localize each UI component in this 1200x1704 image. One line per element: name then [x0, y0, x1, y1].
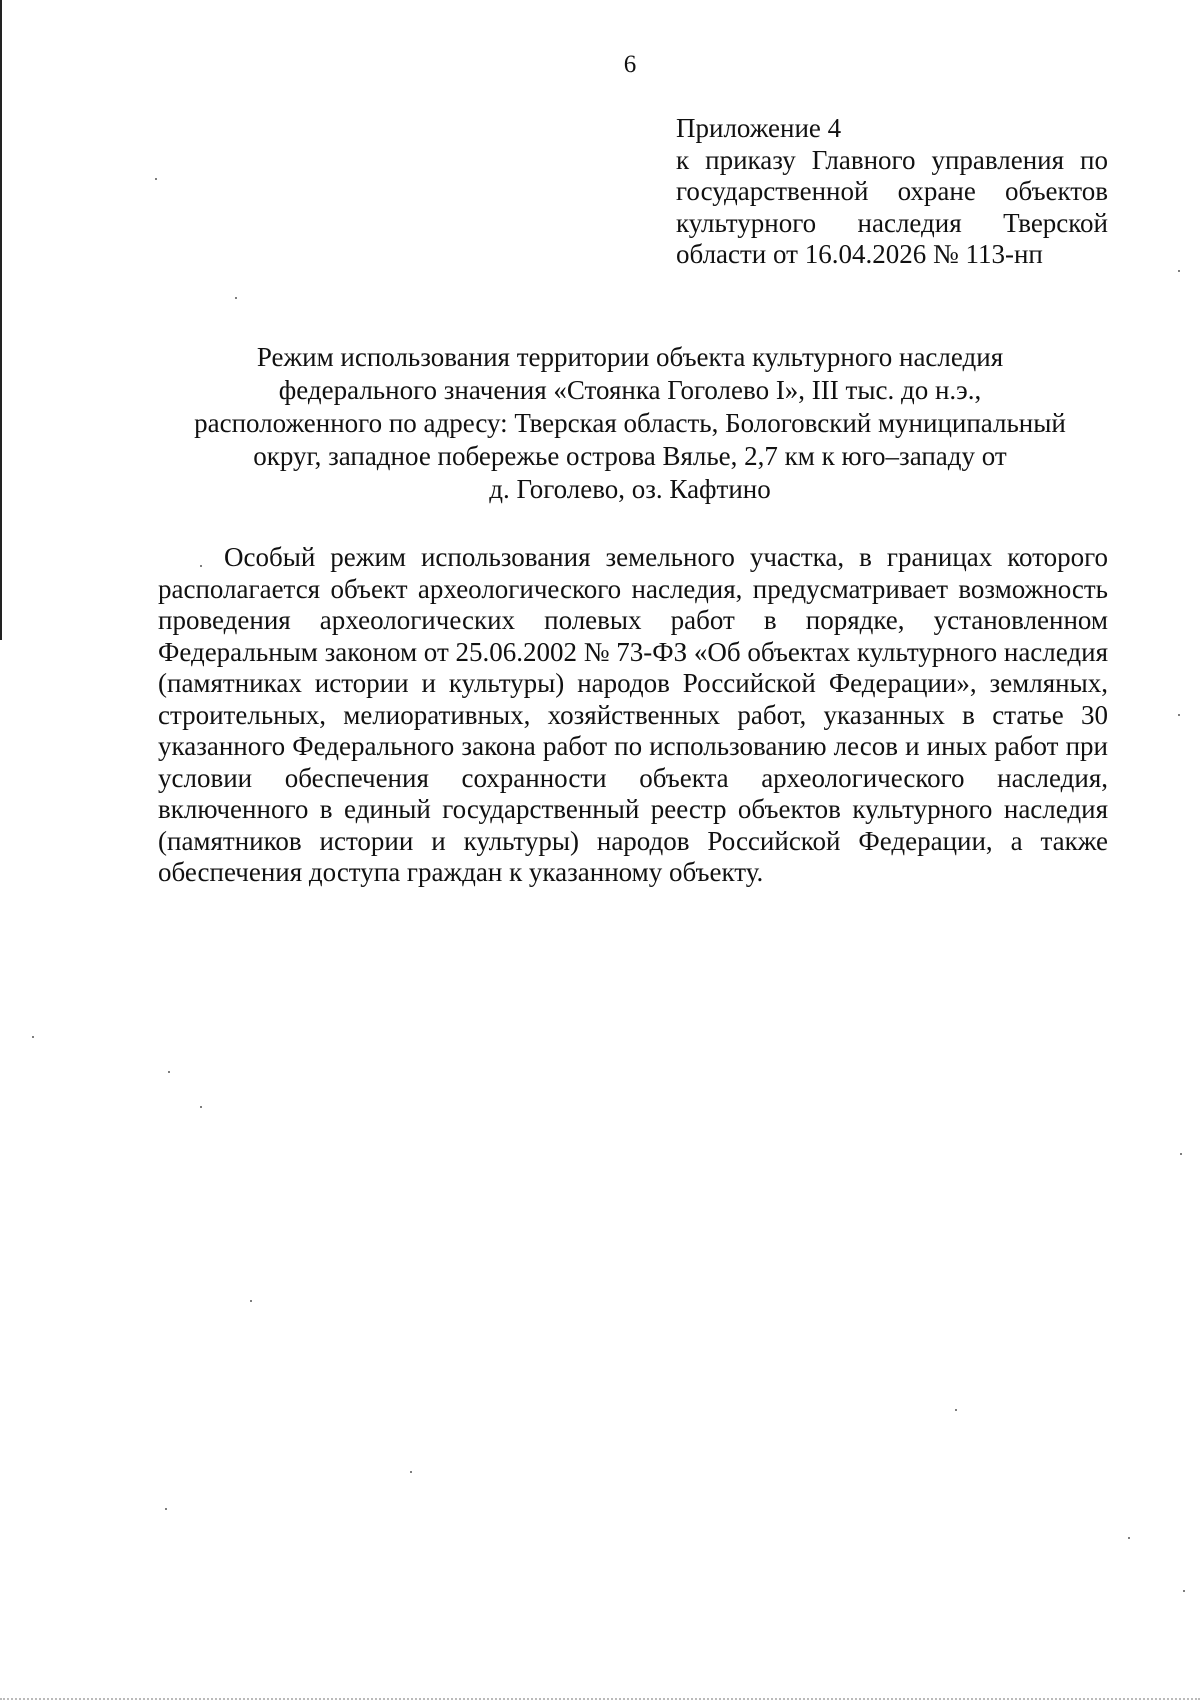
scan-speck	[1180, 1153, 1182, 1155]
scan-speck	[955, 1409, 957, 1411]
appendix-reference: к приказу Главного управления по государственной охране объектов культурного наследия Тверской области от 16.04.2026 № 113-нп	[676, 144, 1108, 269]
body-paragraph: Особый режим использования земельного участка, в границах которого располагается объект археологического наследия, предусматривает возможность проведения археологических полевых работ в порядке, установленном Федеральным законом от 25.06.2002 № 73-ФЗ «Об объектах культурного наследия (памятниках истории и культуры) народов Российской Федерации», земляных, строительных, мелиоративных, хозяйственных работ, указанных в статье 30 указанного Федерального закона работ по использованию лесов и иных работ при условии обеспечения сохранности объекта археологического наследия, включенного в единый государственный реестр объектов культурного наследия (памятников истории и культуры) народов Российской Федерации, а также обеспечения доступа граждан к указанному объекту.	[158, 542, 1108, 887]
scan-speck	[235, 297, 237, 299]
title-line: расположенного по адресу: Тверская область, Бологовский муниципальный	[194, 408, 1066, 438]
scan-speck	[1178, 714, 1180, 716]
scan-speck	[200, 1106, 202, 1108]
document-title	[150, 341, 1110, 506]
scan-edge-line	[0, 0, 2, 640]
scan-speck	[168, 1071, 170, 1073]
scan-speck	[1183, 1590, 1185, 1592]
appendix-title: Приложение 4	[676, 113, 842, 143]
scan-speck	[1178, 270, 1180, 272]
scan-speck	[165, 1508, 167, 1510]
scan-speck	[250, 1300, 252, 1302]
scan-bottom-edge	[0, 1698, 1200, 1700]
title-line: федерального значения «Стоянка Гоголево I», III тыс. до н.э.,	[278, 375, 982, 405]
appendix-block	[676, 113, 1108, 271]
page-number: 6	[623, 51, 637, 78]
scan-speck	[32, 1036, 34, 1038]
title-line: Режим использования территории объекта культурного наследия	[256, 342, 1004, 372]
title-line: округ, западное побережье острова Вялье, 2,7 км к юго–западу от	[253, 441, 1007, 471]
scan-speck	[155, 178, 157, 180]
scan-speck	[200, 565, 202, 567]
scan-speck	[1128, 1537, 1130, 1539]
scan-speck	[410, 1471, 412, 1473]
title-line: д. Гоголево, оз. Кафтино	[489, 474, 771, 504]
